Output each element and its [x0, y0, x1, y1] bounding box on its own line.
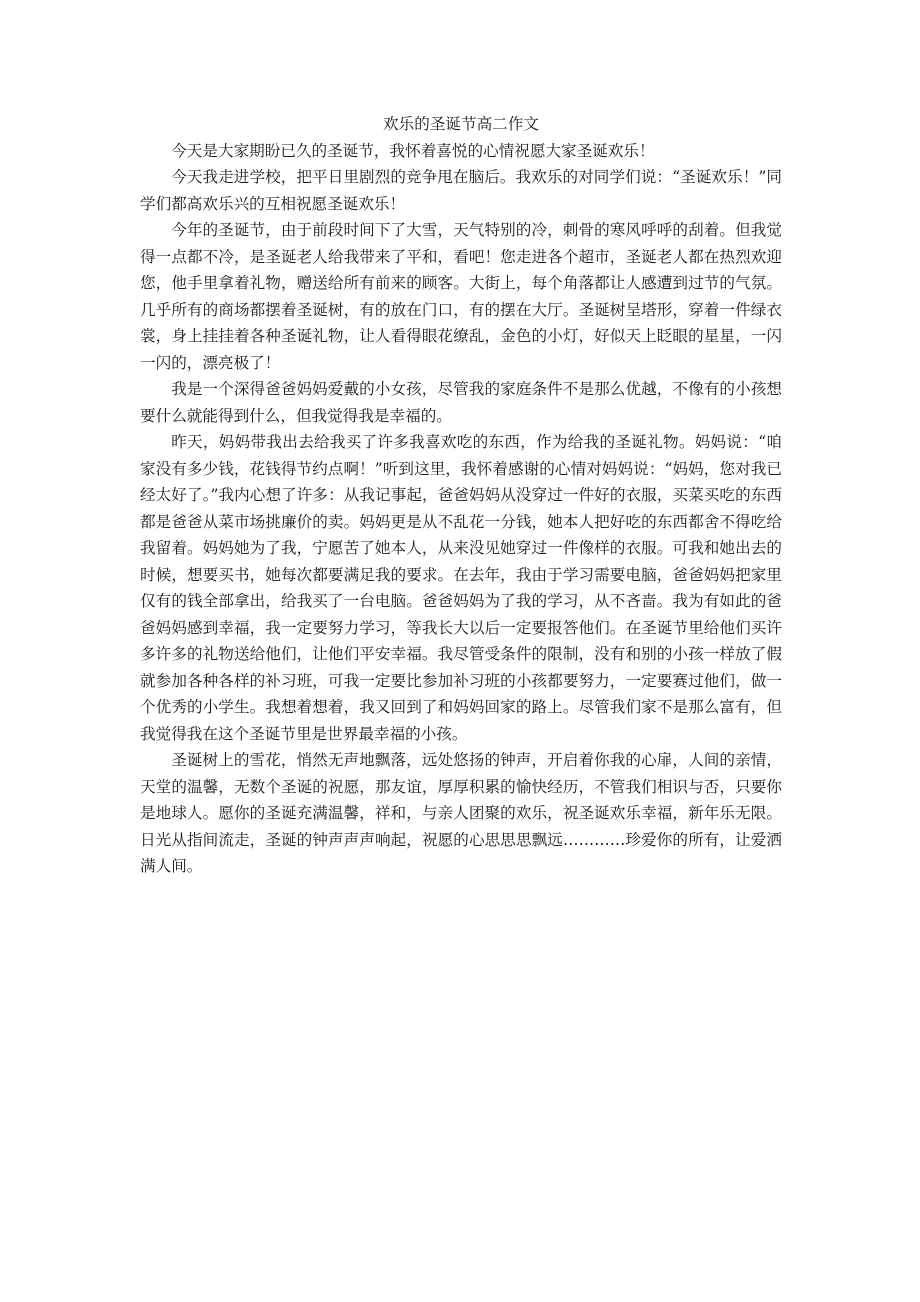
paragraph: 今天我走进学校，把平日里剧烈的竞争甩在脑后。我欢乐的对同学们说：“圣诞欢乐！”同学们都高欢乐兴的互相祝愿圣诞欢乐！ — [140, 168, 782, 213]
paragraph: 昨天，妈妈带我出去给我买了许多我喜欢吃的东西，作为给我的圣诞礼物。妈妈说：“咱家没有多少钱，花钱得节约点啊！”听到这里，我怀着感谢的心情对妈妈说：“妈妈，您对我已经太好了。”我内心想了许多：从我记事起，爸爸妈妈从没穿过一件好的衣服，买菜买吃的东西都是爸爸从菜市场挑廉价的卖。妈妈更是从不乱花一分钱，她本人把好吃的东西都舍不得吃给我留着。妈妈她为了我，宁愿苦了她本人，从来没见她穿过一件像样的衣服。可我和她出去的时候，想要买书，她每次都要满足我的要求。在去年，我由于学习需要电脑，爸爸妈妈把家里仅有的钱全部拿出，给我买了一台电脑。爸爸妈妈为了我的学习，从不吝啬。我为有如此的爸爸妈妈感到幸福，我一定要努力学习，等我长大以后一定要报答他们。在圣诞节里给他们买许多许多的礼物送给他们，让他们平安幸福。我尽管受条件的限制，没有和别的小孩一样放了假就参加各种各样的补习班，可我一定要比参加补习班的小孩都要努力，一定要赛过他们，做一个优秀的小学生。我想着想着，我又回到了和妈妈回家的路上。尽管我们家不是那么富有，但我觉得我在这个圣诞节里是世界最幸福的小孩。 — [140, 433, 782, 743]
paragraph: 我是一个深得爸爸妈妈爱戴的小女孩，尽管我的家庭条件不是那么优越，不像有的小孩想要什么就能得到什么，但我觉得我是幸福的。 — [140, 380, 782, 425]
document-title: 欢乐的圣诞节高二作文 — [383, 115, 539, 133]
paragraph: 今天是大家期盼已久的圣诞节，我怀着喜悦的心情祝愿大家圣诞欢乐！ — [171, 141, 655, 160]
paragraph: 圣诞树上的雪花，悄然无声地飘落，远处悠扬的钟声，开启着你我的心扉，人间的亲情，天堂的温馨，无数个圣诞的祝愿，那友谊，厚厚积累的愉快经历，不管我们相识与否，只要你是地球人。愿你的圣诞充满温馨，祥和，与亲人团聚的欢乐，祝圣诞欢乐幸福，新年乐无限。日光从指间流走，圣诞的钟声声声响起，祝愿的心思思思飘远…………珍爱你的所有，让爱洒满人间。 — [140, 751, 782, 875]
paragraph: 今年的圣诞节，由于前段时间下了大雪，天气特别的冷，刺骨的寒风呼呼的刮着。但我觉得一点都不冷，是圣诞老人给我带来了平和，看吧！您走进各个超市，圣诞老人都在热烈欢迎您，他手里拿着礼物，赠送给所有前来的顾客。大街上，每个角落都让人感遭到过节的气氛。几乎所有的商场都摆着圣诞树，有的放在门口，有的摆在大厅。圣诞树呈塔形，穿着一件绿衣裳，身上挂挂着各种圣诞礼物，让人看得眼花缭乱，金色的小灯，好似天上眨眼的星星，一闪一闪的，漂亮极了！ — [140, 221, 782, 372]
document-page — [140, 111, 782, 880]
